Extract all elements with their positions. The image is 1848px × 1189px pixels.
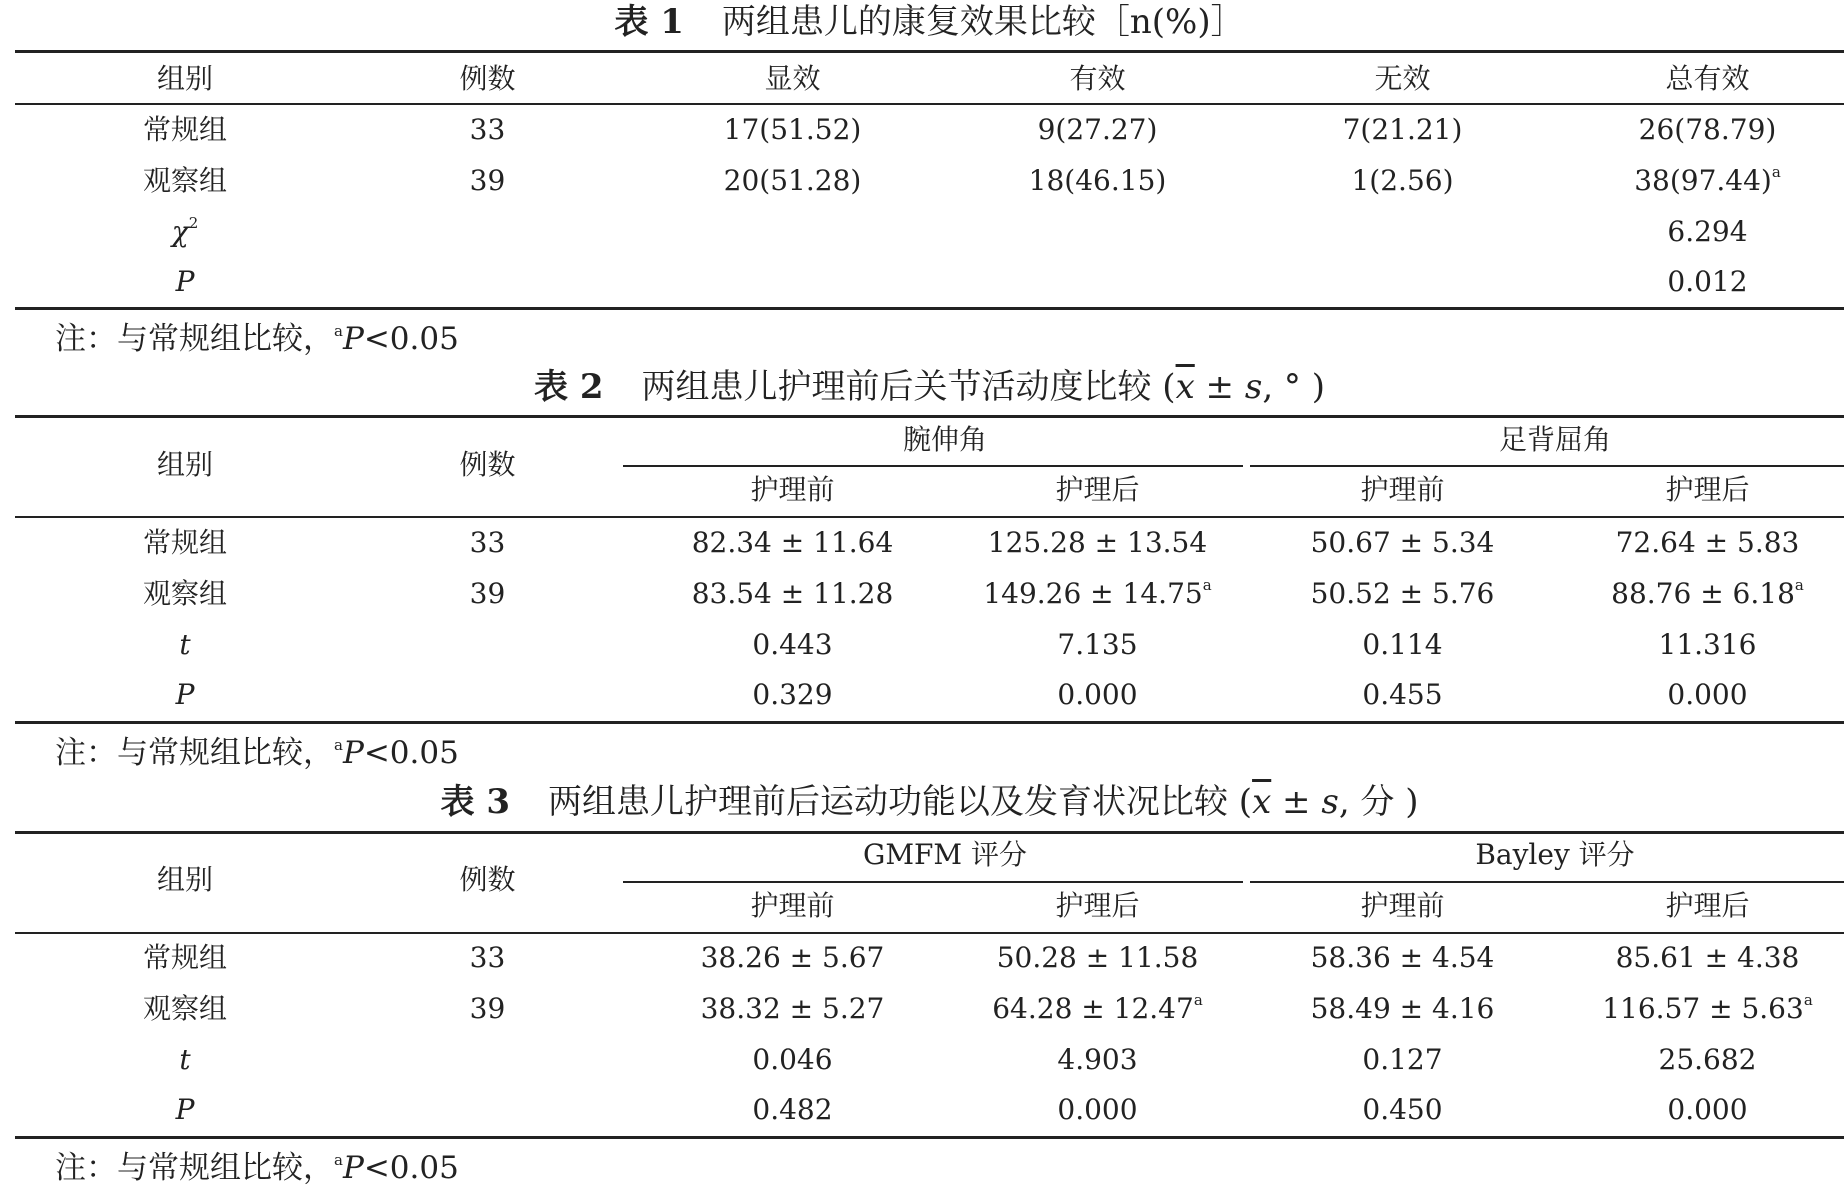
table-1-note-rest: <0.05: [363, 321, 459, 357]
table-1-number: 表 1: [614, 2, 684, 42]
table-3-note-sup: a: [334, 1151, 343, 1169]
table-1-bottom-rule: [15, 307, 1844, 310]
table-3-top-rule: [15, 831, 1844, 834]
table-3-span-bayley: Bayley 评分: [1475, 838, 1635, 871]
table-1-header-total: 总有效: [1665, 62, 1750, 95]
table-3-row-observe-gmfm-after-value: 64.28 ± 12.47: [992, 992, 1194, 1025]
table-3-p-bayley-before: 0.450: [1362, 1093, 1443, 1126]
table-1-row-control-total: 26(78.79): [1638, 113, 1777, 146]
table-3-span-gmfm-rule: [623, 881, 1243, 883]
table-1-p-value: 0.012: [1667, 265, 1748, 298]
table-3-span-gmfm: GMFM 评分: [862, 838, 1028, 871]
table-2-p-label: P: [175, 678, 195, 711]
table-2-span-wrist: 腕伸角: [902, 423, 987, 456]
table-1-row-control-effective: 9(27.27): [1037, 113, 1158, 146]
table-2-title-xbar: $\overline{x}$: [1175, 367, 1195, 407]
table-3-row-control-bayley-after: 85.61 ± 4.38: [1615, 941, 1800, 974]
table-1-header-effective: 有效: [1069, 62, 1126, 95]
table-3-row-observe-bayley-after-sup: a: [1803, 991, 1813, 1009]
table-2-span-ankle-rule: [1250, 465, 1844, 467]
table-3-caption: [15, 782, 1844, 822]
table-2-note: [55, 735, 459, 771]
table-2-bottom-rule: [15, 721, 1844, 724]
table-2-note-rest: <0.05: [363, 735, 459, 771]
table-3-t-gmfm-after: 4.903: [1057, 1043, 1138, 1076]
table-3-header-n: 例数: [459, 863, 516, 896]
table-2-sub-ankle-after: 护理后: [1665, 473, 1750, 506]
table-2-row-observe-ankle-after: [1555, 577, 1848, 611]
table-2-t-wrist-before: 0.443: [752, 628, 833, 661]
table-2-sub-ankle-before: 护理前: [1360, 473, 1445, 506]
table-2-row-observe-ankle-before: 50.52 ± 5.76: [1310, 577, 1495, 610]
table-1-chi-sup: 2: [188, 214, 199, 232]
table-2-note-prefix: 注：与常规组比较，: [55, 735, 334, 771]
table-3-note-prefix: 注：与常规组比较，: [55, 1150, 334, 1186]
table-3: [15, 775, 1844, 1160]
table-2-note-p: P: [342, 735, 364, 771]
table-3-title-pm: ±: [1271, 782, 1322, 822]
table-2-row-control-wrist-before: 82.34 ± 11.64: [691, 526, 894, 559]
table-2-row-control-group: 常规组: [142, 526, 227, 559]
table-2-sub-wrist-before: 护理前: [750, 473, 835, 506]
table-3-p-gmfm-before: 0.482: [752, 1093, 833, 1126]
table-2-caption: [15, 367, 1844, 407]
table-2-title-unit: , ° ): [1262, 367, 1325, 407]
table-3-note-rest: <0.05: [363, 1150, 459, 1186]
table-2-t-label: t: [179, 628, 191, 661]
table-2-span-ankle: 足背屈角: [1498, 423, 1611, 456]
table-2-span-wrist-rule: [623, 465, 1243, 467]
table-2-row-observe-wrist-after-sup: a: [1202, 576, 1212, 594]
table-2-row-control-ankle-after: 72.64 ± 5.83: [1615, 526, 1800, 559]
table-2-row-observe-n: 39: [469, 577, 506, 610]
table-3-header-rule: [15, 932, 1844, 934]
table-3-title-main: 两组患儿护理前后运动功能以及发育状况比较 (: [547, 782, 1253, 822]
table-3-note: [55, 1150, 459, 1186]
table-1-row-observe-total-sup: a: [1771, 163, 1781, 181]
table-2-t-ankle-before: 0.114: [1362, 628, 1443, 661]
table-3-row-observe-gmfm-before: 38.32 ± 5.27: [700, 992, 885, 1025]
table-3-row-control-group: 常规组: [142, 941, 227, 974]
table-3-title-s: s: [1321, 782, 1339, 822]
table-2-row-control-wrist-after: 125.28 ± 13.54: [987, 526, 1208, 559]
table-1-header-rule: [15, 103, 1844, 105]
table-3-t-bayley-after: 25.682: [1658, 1043, 1757, 1076]
table-2-p-ankle-before: 0.455: [1362, 678, 1443, 711]
table-3-row-observe-bayley-after-value: 116.57 ± 5.63: [1602, 992, 1804, 1025]
table-2-top-rule: [15, 415, 1844, 418]
table-2-note-sup: a: [334, 736, 343, 754]
table-1: [15, 0, 1844, 345]
table-3-sub-gmfm-after: 护理后: [1055, 889, 1140, 922]
table-1-row-observe-group: 观察组: [142, 164, 227, 197]
table-2-row-control-n: 33: [469, 526, 506, 559]
table-2-title-pm: ±: [1194, 367, 1245, 407]
table-2-title-s: s: [1244, 367, 1263, 407]
table-3-t-label: t: [179, 1043, 191, 1076]
table-3-p-gmfm-after: 0.000: [1057, 1093, 1138, 1126]
table-1-row-control-ineffective: 7(21.21): [1342, 113, 1463, 146]
table-1-note-prefix: 注：与常规组比较，: [55, 321, 334, 357]
table-3-row-observe-n: 39: [469, 992, 506, 1025]
table-3-header-group: 组别: [156, 863, 213, 896]
table-1-row-observe-ineffective: 1(2.56): [1351, 164, 1454, 197]
table-2-p-ankle-after: 0.000: [1667, 678, 1748, 711]
table-2-row-observe-wrist-after-value: 149.26 ± 14.75: [983, 577, 1203, 610]
table-2-title-main: 两组患儿护理前后关节活动度比较 (: [641, 367, 1176, 407]
table-3-sub-bayley-before: 护理前: [1360, 889, 1445, 922]
table-3-row-control-gmfm-after: 50.28 ± 11.58: [996, 941, 1199, 974]
table-3-row-observe-bayley-before: 58.49 ± 4.16: [1310, 992, 1495, 1025]
table-1-note-p: P: [342, 321, 364, 357]
table-3-sub-gmfm-before: 护理前: [750, 889, 835, 922]
table-1-row-observe-total-value: 38(97.44): [1634, 164, 1772, 197]
table-1-row-observe-effective: 18(46.15): [1028, 164, 1167, 197]
table-3-row-control-n: 33: [469, 941, 506, 974]
table-3-row-control-gmfm-before: 38.26 ± 5.67: [700, 941, 885, 974]
table-3-title-xbar: $\overline{x}$: [1252, 782, 1272, 822]
table-3-t-gmfm-before: 0.046: [752, 1043, 833, 1076]
table-1-header-group: 组别: [156, 62, 213, 95]
table-3-p-label: P: [175, 1093, 195, 1126]
table-1-row-observe-n: 39: [469, 164, 506, 197]
table-3-span-bayley-rule: [1250, 881, 1844, 883]
table-2-p-wrist-before: 0.329: [752, 678, 833, 711]
table-2: [15, 360, 1844, 720]
table-2-sub-wrist-after: 护理后: [1055, 473, 1140, 506]
table-1-row-observe-total: [1555, 164, 1848, 198]
table-3-number: 表 3: [440, 782, 510, 822]
table-1-row-control-marked: 17(51.52): [723, 113, 862, 146]
table-3-bottom-rule: [15, 1136, 1844, 1139]
table-1-header-ineffective: 无效: [1374, 62, 1431, 95]
table-1-note-sup: a: [334, 322, 343, 340]
table-2-row-observe-group: 观察组: [142, 577, 227, 610]
table-1-row-observe-marked: 20(51.28): [723, 164, 862, 197]
table-3-row-observe-gmfm-after: [945, 992, 1250, 1026]
table-2-row-observe-ankle-after-value: 88.76 ± 6.18: [1611, 577, 1795, 610]
table-1-p-label: P: [175, 265, 195, 298]
table-1-header-marked: 显效: [764, 62, 821, 95]
table-3-title-unit: , 分 ): [1338, 782, 1419, 822]
table-2-t-ankle-after: 11.316: [1658, 628, 1757, 661]
table-1-row-control-n: 33: [469, 113, 506, 146]
table-3-row-observe-bayley-after: [1555, 992, 1848, 1026]
table-1-chi-label: [35, 215, 335, 249]
table-1-row-control-group: 常规组: [142, 113, 227, 146]
table-3-t-bayley-before: 0.127: [1362, 1043, 1443, 1076]
table-2-t-wrist-after: 7.135: [1057, 628, 1138, 661]
table-2-p-wrist-after: 0.000: [1057, 678, 1138, 711]
table-2-row-observe-wrist-after: [945, 577, 1250, 611]
table-3-note-p: P: [342, 1150, 364, 1186]
table-3-p-bayley-after: 0.000: [1667, 1093, 1748, 1126]
table-2-header-group: 组别: [156, 448, 213, 481]
table-1-chi-symbol: χ: [171, 215, 189, 248]
table-3-row-observe-group: 观察组: [142, 992, 227, 1025]
table-1-note: [55, 321, 459, 357]
table-1-top-rule: [15, 50, 1844, 53]
table-2-header-rule: [15, 516, 1844, 518]
table-2-row-observe-wrist-before: 83.54 ± 11.28: [691, 577, 894, 610]
table-2-row-observe-ankle-after-sup: a: [1794, 576, 1804, 594]
table-3-row-control-bayley-before: 58.36 ± 4.54: [1310, 941, 1495, 974]
table-1-chi-value: 6.294: [1667, 215, 1748, 248]
table-1-caption: [15, 2, 1844, 42]
table-3-sub-bayley-after: 护理后: [1665, 889, 1750, 922]
table-2-row-control-ankle-before: 50.67 ± 5.34: [1310, 526, 1495, 559]
table-2-number: 表 2: [533, 367, 604, 407]
table-1-title: 两组患儿的康复效果比较［n(%)］: [721, 2, 1245, 42]
table-3-row-observe-gmfm-after-sup: a: [1193, 991, 1203, 1009]
table-2-header-n: 例数: [459, 448, 516, 481]
table-1-header-n: 例数: [459, 62, 516, 95]
